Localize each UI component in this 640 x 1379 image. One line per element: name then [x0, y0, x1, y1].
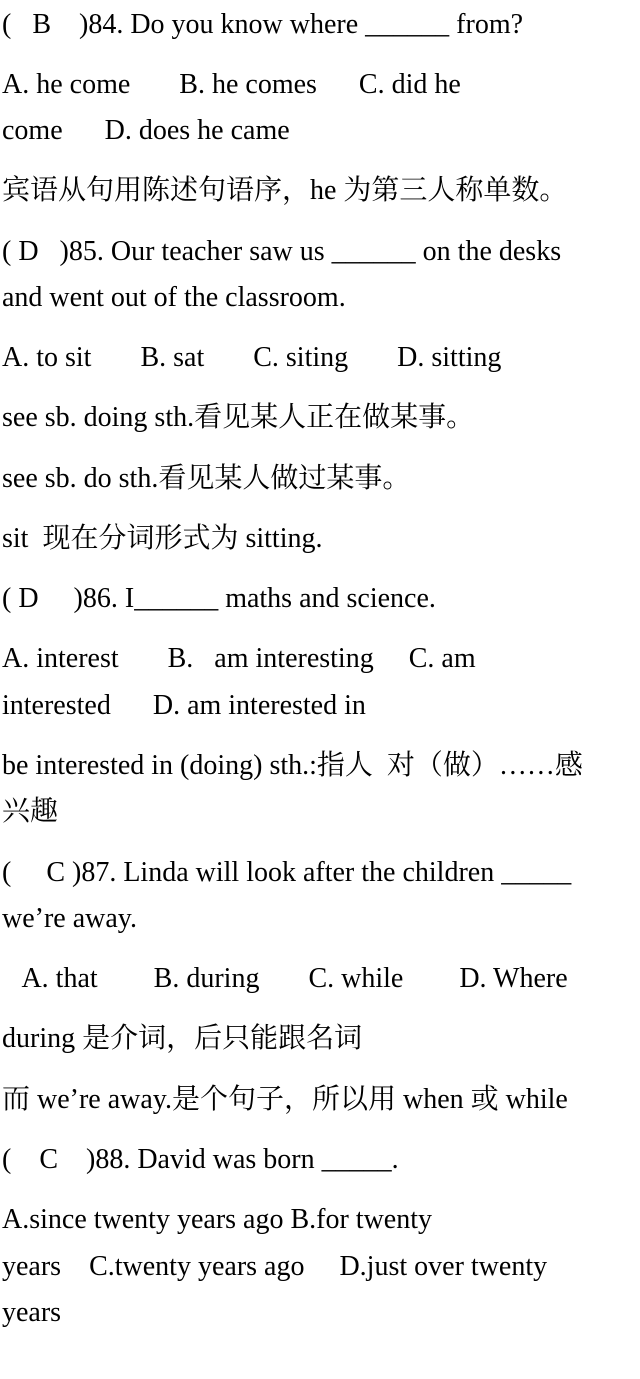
question-85-options: A. to sit B. sat C. siting D. sitting	[2, 342, 502, 373]
question-85-explanation-line-2: see sb. do sth.看见某人做过某事。	[2, 463, 411, 494]
question-86-explanation-line-2: 兴趣	[2, 796, 59, 827]
question-87-explanation-line-1: during 是介词，后只能跟名词	[2, 1023, 363, 1054]
question-87-explanation-line-2: 而 we’re away.是个句子，所以用 when 或 while	[2, 1084, 568, 1115]
question-88-stem: ( C )88. David was born _____.	[2, 1144, 399, 1175]
question-84-explanation: 宾语从句用陈述句语序，he 为第三人称单数。	[2, 175, 568, 206]
question-84-options-line-1: A. he come B. he comes C. did he	[2, 69, 461, 100]
question-87-stem-line-1: ( C )87. Linda will look after the children _____	[2, 857, 572, 888]
question-85-stem-line-2: and went out of the classroom.	[2, 282, 346, 313]
question-87-stem-line-2: we’re away.	[2, 903, 137, 934]
question-88-options-line-1: A.since twenty years ago B.for twenty	[2, 1204, 432, 1235]
question-86-explanation-line-1: be interested in (doing) sth.:指人 对（做）……感	[2, 750, 583, 781]
question-88-options-line-2: years C.twenty years ago D.just over twenty	[2, 1251, 548, 1282]
question-84-stem: ( B )84. Do you know where ______ from?	[2, 9, 524, 40]
question-85-explanation-line-3: sit 现在分词形式为 sitting.	[2, 523, 323, 554]
question-85-explanation-line-1: see sb. doing sth.看见某人正在做某事。	[2, 402, 475, 433]
question-85-stem-line-1: ( D )85. Our teacher saw us ______ on the desks	[2, 236, 562, 267]
question-84-options-line-2: come D. does he came	[2, 115, 290, 146]
question-86-stem: ( D )86. I______ maths and science.	[2, 583, 436, 614]
question-86-options-line-1: A. interest B. am interesting C. am	[2, 643, 476, 674]
question-87-options: A. that B. during C. while D. Where	[2, 963, 568, 994]
question-86-options-line-2: interested D. am interested in	[2, 690, 366, 721]
question-88-options-line-3: years	[2, 1297, 62, 1328]
